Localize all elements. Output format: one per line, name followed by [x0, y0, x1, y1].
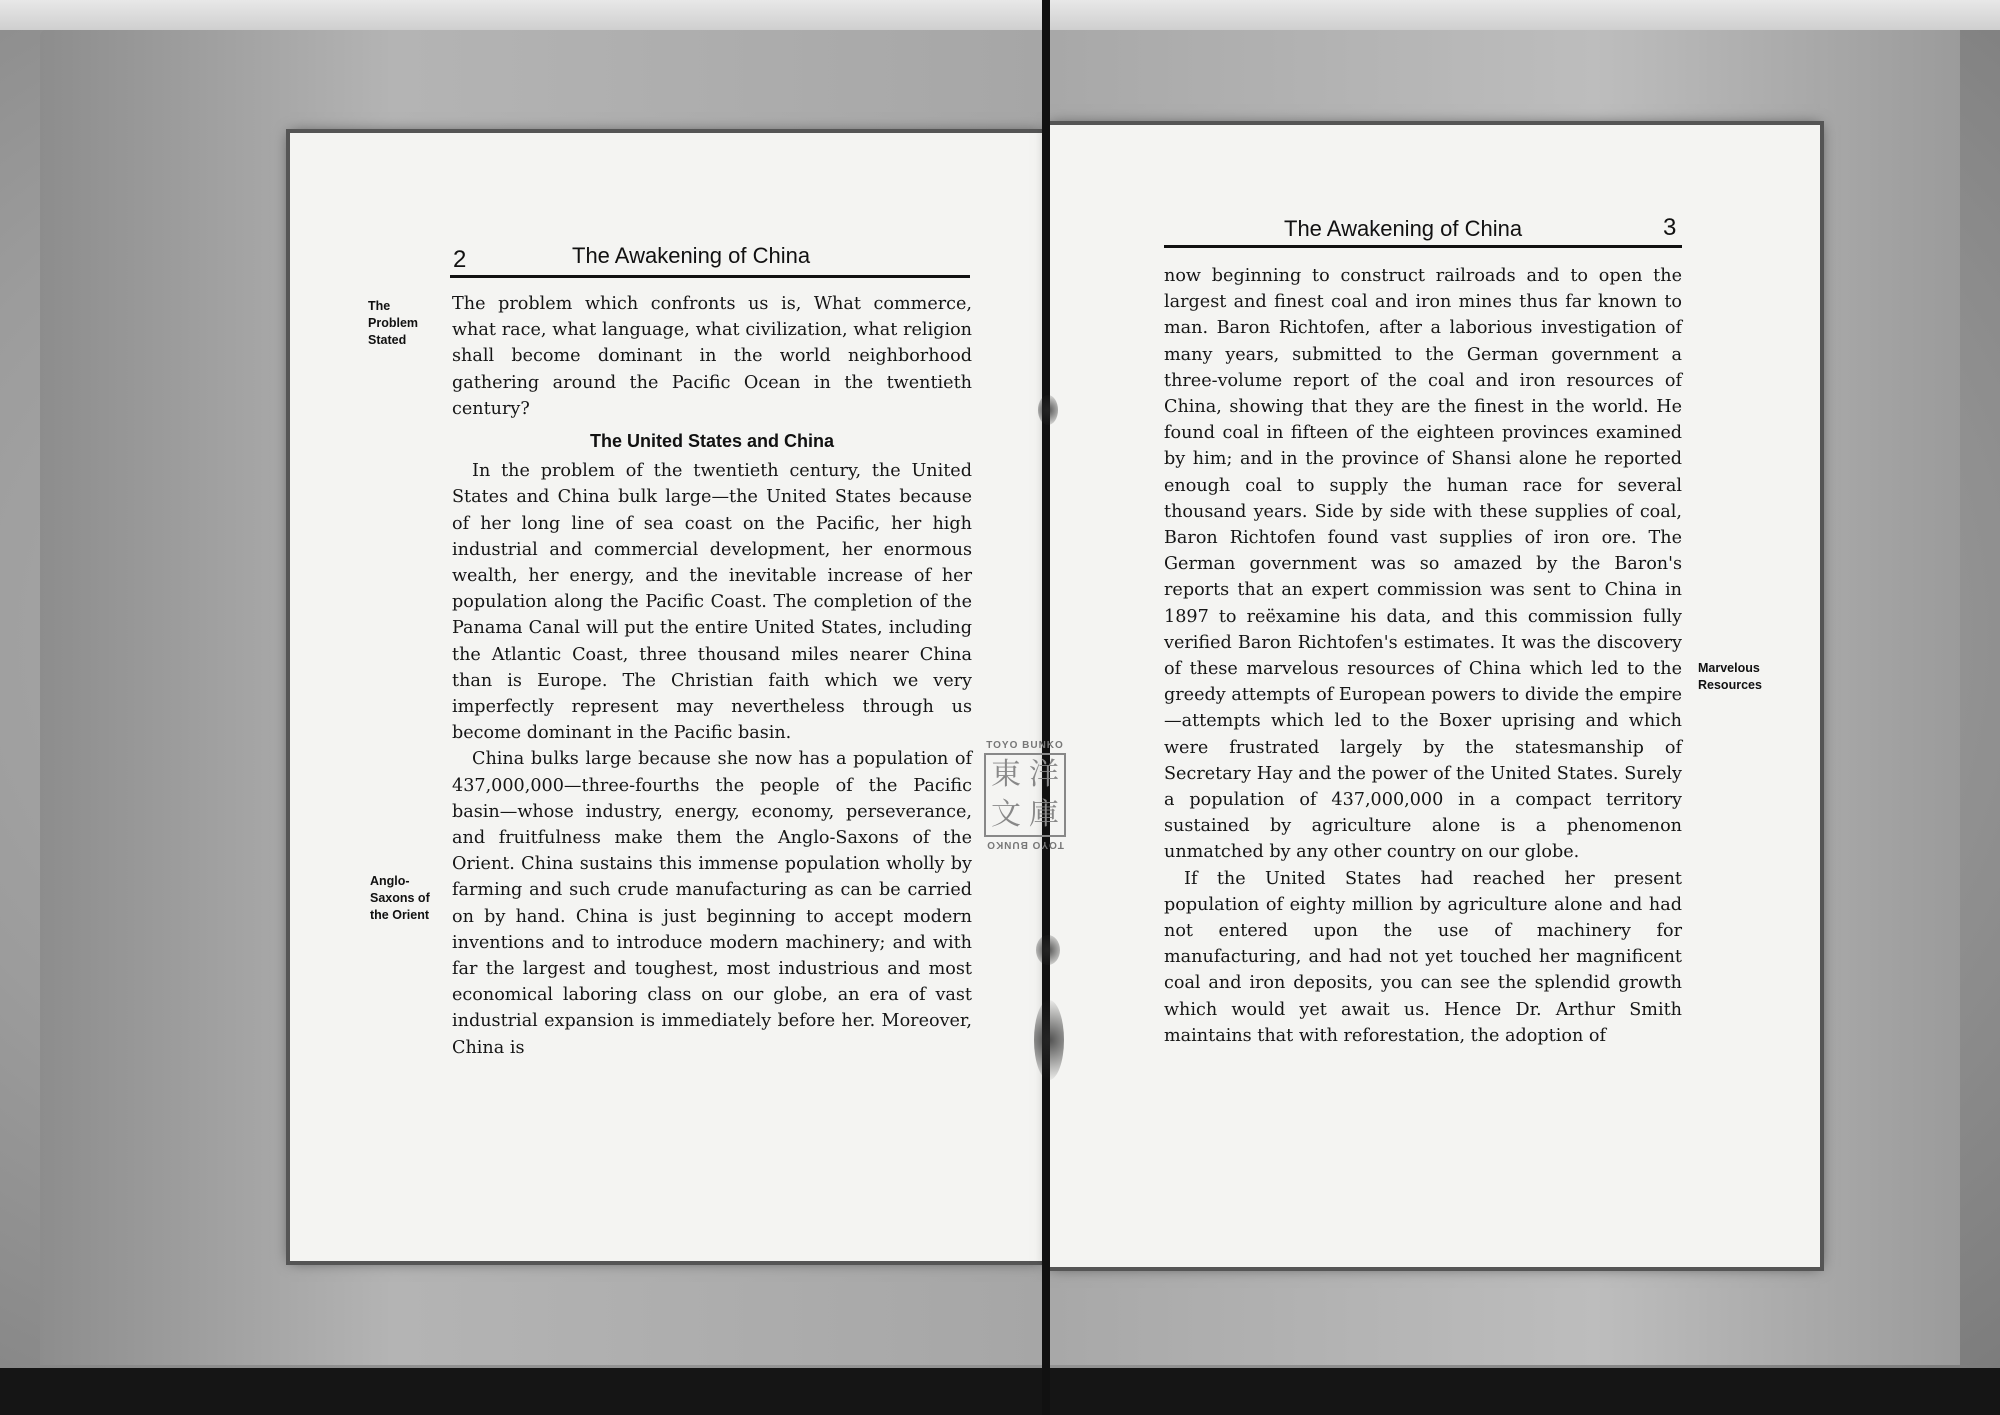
left-running-head: The Awakening of China [572, 243, 811, 268]
sidenote-problem-stated [368, 298, 418, 349]
paragraph: now beginning to construct railroads and to open the largest and finest coal and iron mines thus far known to man. Baron Richtofen, after a laborious investigation of many years, submitted to the German government a three-volume report of the coal and iron resources of China, showing that they are the finest in the world. He found coal in fifteen of the eighteen provinces examined by him; and in the province of Shansi alone he reported enough coal to supply the human race for several thousand years. Side by side with these supplies of coal, Baron Richtofen found vast supplies of iron ore. The German government was so amazed by the Baron's reports that an expert commission was sent to China in 1897 to reëxamine his data, and this commission fully verified Baron Richtofen's estimates. It was the discovery of these marvelous resources of China which led to the greedy attempts of European powers to divide the empire—attempts which led to the Boxer uprising and which were frustrated largely by the statesmanship of Secretary Hay and the power of the United States. Surely a population of 437,000,000 in a compact territory sustained by agriculture alone is a phenomenon unmatched by any other country on our globe. [1164, 266, 1682, 863]
section-subheading: The United States and China [589, 431, 835, 452]
seal-char: 庫 [1029, 798, 1059, 831]
sidenote-line: the Orient [370, 908, 430, 922]
ink-smudge [1038, 395, 1058, 425]
sidenote-line: Problem [368, 316, 419, 330]
ink-smudge [1036, 935, 1060, 965]
right-body-text [1164, 263, 1682, 1049]
right-running-head: The Awakening of China [1284, 216, 1523, 241]
left-page [290, 133, 1042, 1261]
scan-bottom-edge [0, 1368, 2000, 1415]
right-page [1050, 125, 1820, 1267]
right-header-rule [1164, 245, 1682, 248]
stamp-seal [984, 753, 1066, 837]
sidenote-line: Stated [368, 333, 407, 347]
sidenote-line: Saxons of [370, 891, 430, 905]
sidenote-anglo-saxons [370, 873, 430, 924]
sidenote-line: Marvelous [1698, 661, 1760, 675]
sidenote-marvelous-resources [1698, 660, 1762, 694]
library-stamp [980, 740, 1070, 860]
right-page-number: 3 [1663, 214, 1677, 241]
stamp-top-text: TOYO BUNKO [986, 740, 1064, 751]
paragraph: In the problem of the twentieth century, the United States and China bulk large—the United States because of her long line of sea coast on the Pacific, her high industrial and commercial development, her enormous wealth, her energy, and the inevitable increase of her population along the Pacific Coast. The completion of the Panama Canal will put the entire United States, including the Atlantic Coast, three thousand miles nearer China than is Europe. The Christian faith which we very imperfectly represent may nevertheless through us become dominant in the Pacific basin. [452, 461, 972, 744]
stamp-bottom-text: TOYO BUNKO [986, 839, 1064, 850]
scan-top-edge [0, 0, 2000, 30]
seal-char: 文 [991, 798, 1021, 831]
paragraph: China bulks large because she now has a population of 437,000,000—three-fourths the people of the Pacific basin—whose industry, energy, economy, perseverance, and fruitfulness make them the Anglo-Saxons of the Orient. China sustains this immense population wholly by farming and such crude manufacturing as can be carried on by hand. China is just beginning to accept modern inventions and to introduce modern machinery; and with far the largest and toughest, most industrious and most economical laboring class on our globe, an era of vast industrial expansion is immediately before her. Moreover, China is [452, 749, 972, 1058]
paragraph: The problem which confronts us is, What commerce, what race, what language, what civilization, what religion shall become dominant in the world neighborhood gathering around the Pacific Ocean in the twentieth century? [452, 294, 972, 419]
ink-smudge [1034, 1000, 1064, 1080]
book-spine-gutter [1042, 0, 1050, 1415]
sidenote-line: Resources [1698, 678, 1762, 692]
sidenote-line: Anglo- [370, 874, 410, 888]
left-page-number: 2 [453, 246, 467, 273]
seal-char: 洋 [1029, 758, 1059, 791]
paragraph: If the United States had reached her present population of eighty million by agriculture alone and had not entered upon the use of machinery for manufacturing, and had not yet touched her magnificent coal and iron deposits, you can see the splendid growth which would yet await us. Hence Dr. Arthur Smith maintains that with reforestation, the adoption of [1164, 868, 1682, 1046]
left-body-text [452, 291, 972, 1061]
sidenote-line: The [368, 299, 391, 313]
seal-char: 東 [991, 758, 1021, 791]
left-header-rule [450, 275, 970, 278]
